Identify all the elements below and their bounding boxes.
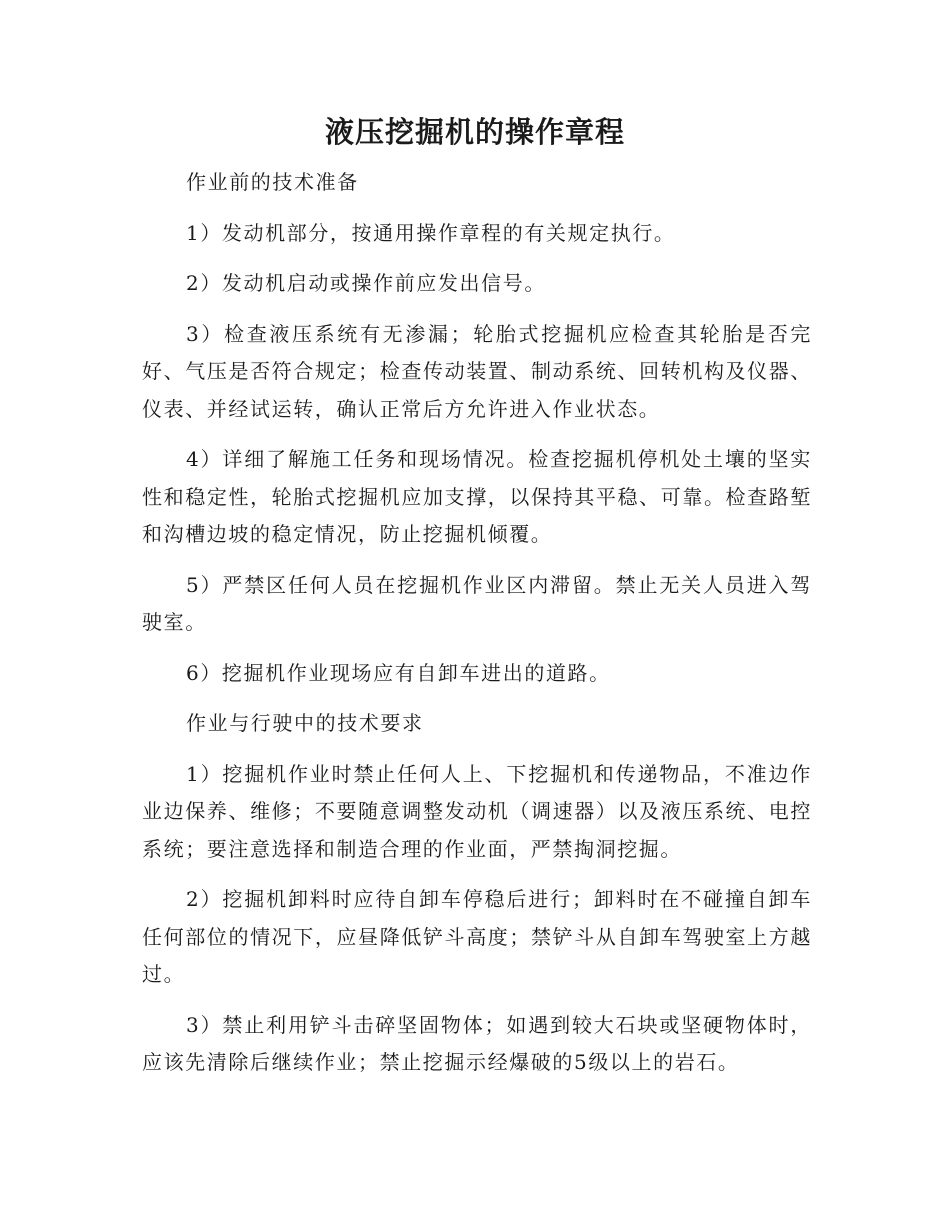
paragraph: 5）严禁区任何人员在挖掘机作业区内滞留。禁止无关人员进入驾驶室。	[142, 572, 812, 634]
section-heading-pre-operation: 作业前的技术准备	[186, 170, 359, 194]
paragraph: 2）发动机启动或操作前应发出信号。	[186, 271, 546, 295]
section-heading-operation: 作业与行驶中的技术要求	[186, 711, 424, 735]
document-body	[142, 164, 812, 1082]
paragraph: 3）检查液压系统有无渗漏；轮胎式挖掘机应检查其轮胎是否完好、气压是否符合规定；检查传动装置、制动系统、回转机构及仪器、仪表、并经试运转，确认正常后方允许进入作业状态。	[142, 321, 812, 421]
paragraph: 4）详细了解施工任务和现场情况。检查挖掘机停机处土壤的坚实性和稳定性，轮胎式挖掘机应加支撑，以保持其平稳、可靠。检查路堑和沟槽边坡的稳定情况，防止挖掘机倾覆。	[142, 447, 812, 546]
document-title: 液压挖掘机的操作章程	[324, 115, 625, 149]
paragraph: 2）挖掘机卸料时应待自卸车停稳后进行；卸料时在不碰撞自卸车任何部位的情况下，应昼降低铲斗高度；禁铲斗从自卸车驾驶室上方越过。	[142, 887, 812, 986]
paragraph: 1）发动机部分，按通用操作章程的有关规定执行。	[186, 220, 676, 245]
paragraph: 1）挖掘机作业时禁止任何人上、下挖掘机和传递物品，不准边作业边保养、维修；不要随意调整发动机（调速器）以及液压系统、电控系统；要注意选择和制造合理的作业面，严禁掏洞挖掘。	[142, 761, 812, 861]
paragraph: 6）挖掘机作业现场应有自卸车进出的道路。	[186, 660, 611, 685]
paragraph: 3）禁止利用铲斗击碎坚固物体；如遇到较大石块或坚硬物体时，应该先清除后继续作业；禁止挖掘示经爆破的5级以上的岩石。	[142, 1012, 812, 1074]
